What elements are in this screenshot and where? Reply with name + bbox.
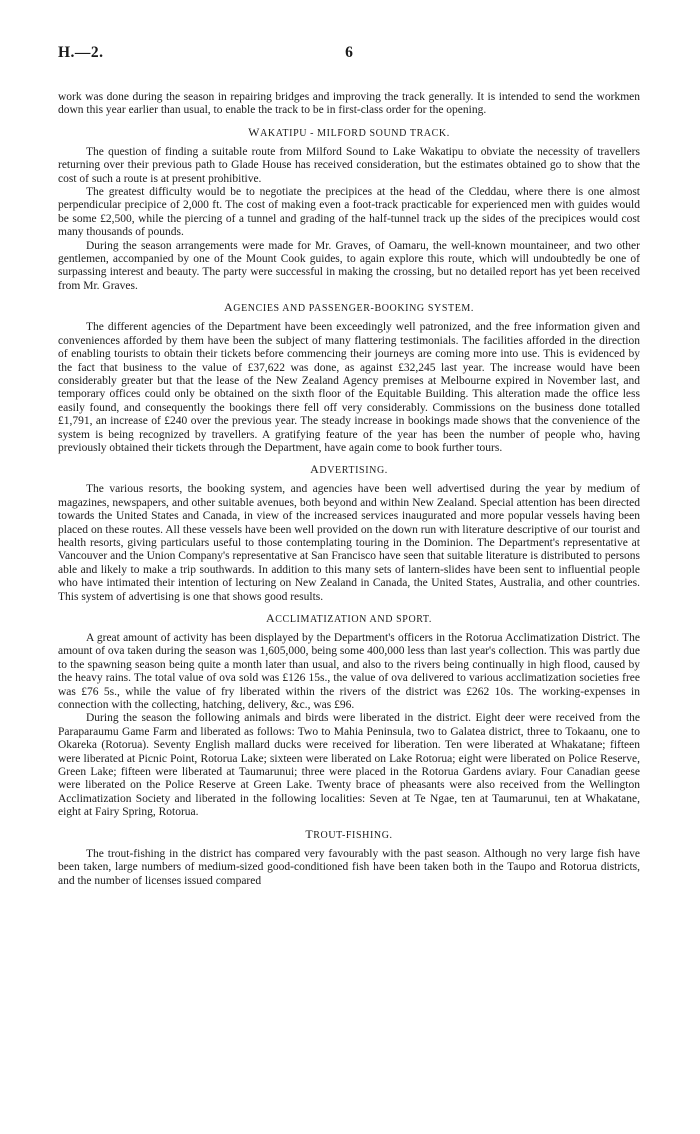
section-heading-trout-fishing: TROUT-FISHING. <box>305 826 393 841</box>
paragraph: During the season arrangements were made for Mr. Graves, of Oamaru, the well-known mountaineer, and two other gentlemen, accompanied by one of the Mount Cook guides, to again explore this route, which will undoubtedly be one of surpassing interest and beauty. The party were successful in making the crossing, but no detailed report has yet been received from Mr. Graves. <box>58 239 640 292</box>
document-body <box>58 91 640 888</box>
paragraph: A great amount of activity has been displayed by the Department's officers in the Rotorua Acclimatization District. The amount of ova taken during the season was 1,605,000, being some 400,000 less than last year's collection. This was partly due to the spawning season being quite a month later than usual, and also to the rivers being continually in high flood, caused by the heavy rains. The total value of ova sold was £126 15s., the value of ova delivered to various acclimatization societies free was £76 5s., while the value of fry liberated within the rivers of the district was £262 10s. The working-expenses in connection with the collecting, hatching, delivery, &c., was £96. <box>58 632 640 712</box>
paragraph: The greatest difficulty would be to negotiate the precipices at the head of the Cleddau, where there is one almost perpendicular precipice of 2,000 ft. The cost of making even a foot-track practicable for experienced men with guides would be some £2,500, while the piercing of a tunnel and grading of the half-tunnel track up the sides of the precipices would cost many thousands of pounds. <box>58 186 640 239</box>
page-number: 6 <box>345 44 353 61</box>
paragraph: The trout-fishing in the district has compared very favourably with the past season. Although no very large fish have been taken, large numbers of medium-sized good-conditioned fish have been taken both in the Taupo and Rotorua districts, and the number of licenses issued compared <box>58 847 640 887</box>
page-header <box>58 44 640 66</box>
paragraph: During the season the following animals and birds were liberated in the district. Eight deer were received from the Paraparaumu Game Farm and liberated as follows: Two to Mahia Peninsula, two to Galatea district, three to Tokaanu, one to Okareka (Rotorua). Seventy English mallard ducks were received for liberation. Ten were liberated at Whakatane; fifteen were liberated at Picnic Point, Rotorua Lake; sixteen were liberated on Lake Rotorua; eight were liberated on Police Reserve, Green Lake; fifteen were liberated at Taumarunui; three were placed in the Rotorua Gardens aviary. Four Canadian geese were liberated on the Police Reserve at Green Lake. Twenty brace of pheasants were also received from the Wellington Acclimatization Society and liberated in the following localities: Seven at Te Ngae, ten at Taumarunui, ten at Whakatane, eight at Fairy Spring, Rotorua. <box>58 712 640 819</box>
section-heading-advertising: ADVERTISING. <box>310 462 388 477</box>
section-heading-acclimatization: ACCLIMATIZATION AND SPORT. <box>266 611 432 625</box>
intro-paragraph: work was done during the season in repairing bridges and improving the track generally. It is intended to send the workmen down this year earlier than usual, to enable the track to be in first-class order for the opening. <box>58 91 640 117</box>
paragraph: The various resorts, the booking system, and agencies have been well advertised during the year by medium of magazines, newspapers, and other suitable avenues, both beyond and within New Zealand. Special attention has been directed towards the United States and Canada, in view of the increased services inaugurated and more popular vessels having been placed on these routes. All these vessels have been well provided on the down run with literature descriptive of our tourist and health resorts, giving particulars useful to those contemplating touring in the Dominion. The Department's representative at Vancouver and the Union Company's representative at San Francisco have seen that suitable literature is distributed to persons able and likely to make a trip southwards. In addition to this many sets of lantern-slides have been sent to influential people who have intimated their intention of lecturing on New Zealand in Canada, the United States, Australia, and other countries. This system of advertising is one that shows good results. <box>58 483 640 603</box>
paragraph: The different agencies of the Department have been exceedingly well patronized, and the free information given and conveniences afforded by them have been the subject of many flattering testimonials. The facilities afforded in the direction of enabling tourists to obtain their tickets before commencing their journeys are coming more into use. This is evidenced by the fact that business to the value of £37,622 was done, as against £32,245 last year. The increase would have been considerably greater but that the lease of the New Zealand Agency premises at Melbourne expired in November last, and temporary offices could only be obtained on the sixth floor of the Equitable Building. This alteration made the office less easily found, and consequently the bookings there fell off very considerably. Commissions on the business done totalled £1,791, an increase of £240 over the previous year. The steady increase in bookings made shows that the convenience of the system is being recognized by travellers. A gratifying feature of the year has been the number of people who, having previously obtained their tickets through the Department, have again come to book further tours. <box>58 321 640 454</box>
paragraph: The question of finding a suitable route from Milford Sound to Lake Wakatipu to obviate the necessity of travellers returning over their previous path to Glade House has received consideration, but the estimates obtained go to show that the cost of such a route is at present prohibitive. <box>58 145 640 185</box>
document-id: H.—2. <box>58 44 104 61</box>
section-heading-agencies: AGENCIES AND PASSENGER-BOOKING SYSTEM. <box>223 300 475 315</box>
section-heading-wakatipu: WAKATIPU - MILFORD SOUND TRACK. <box>248 124 450 139</box>
